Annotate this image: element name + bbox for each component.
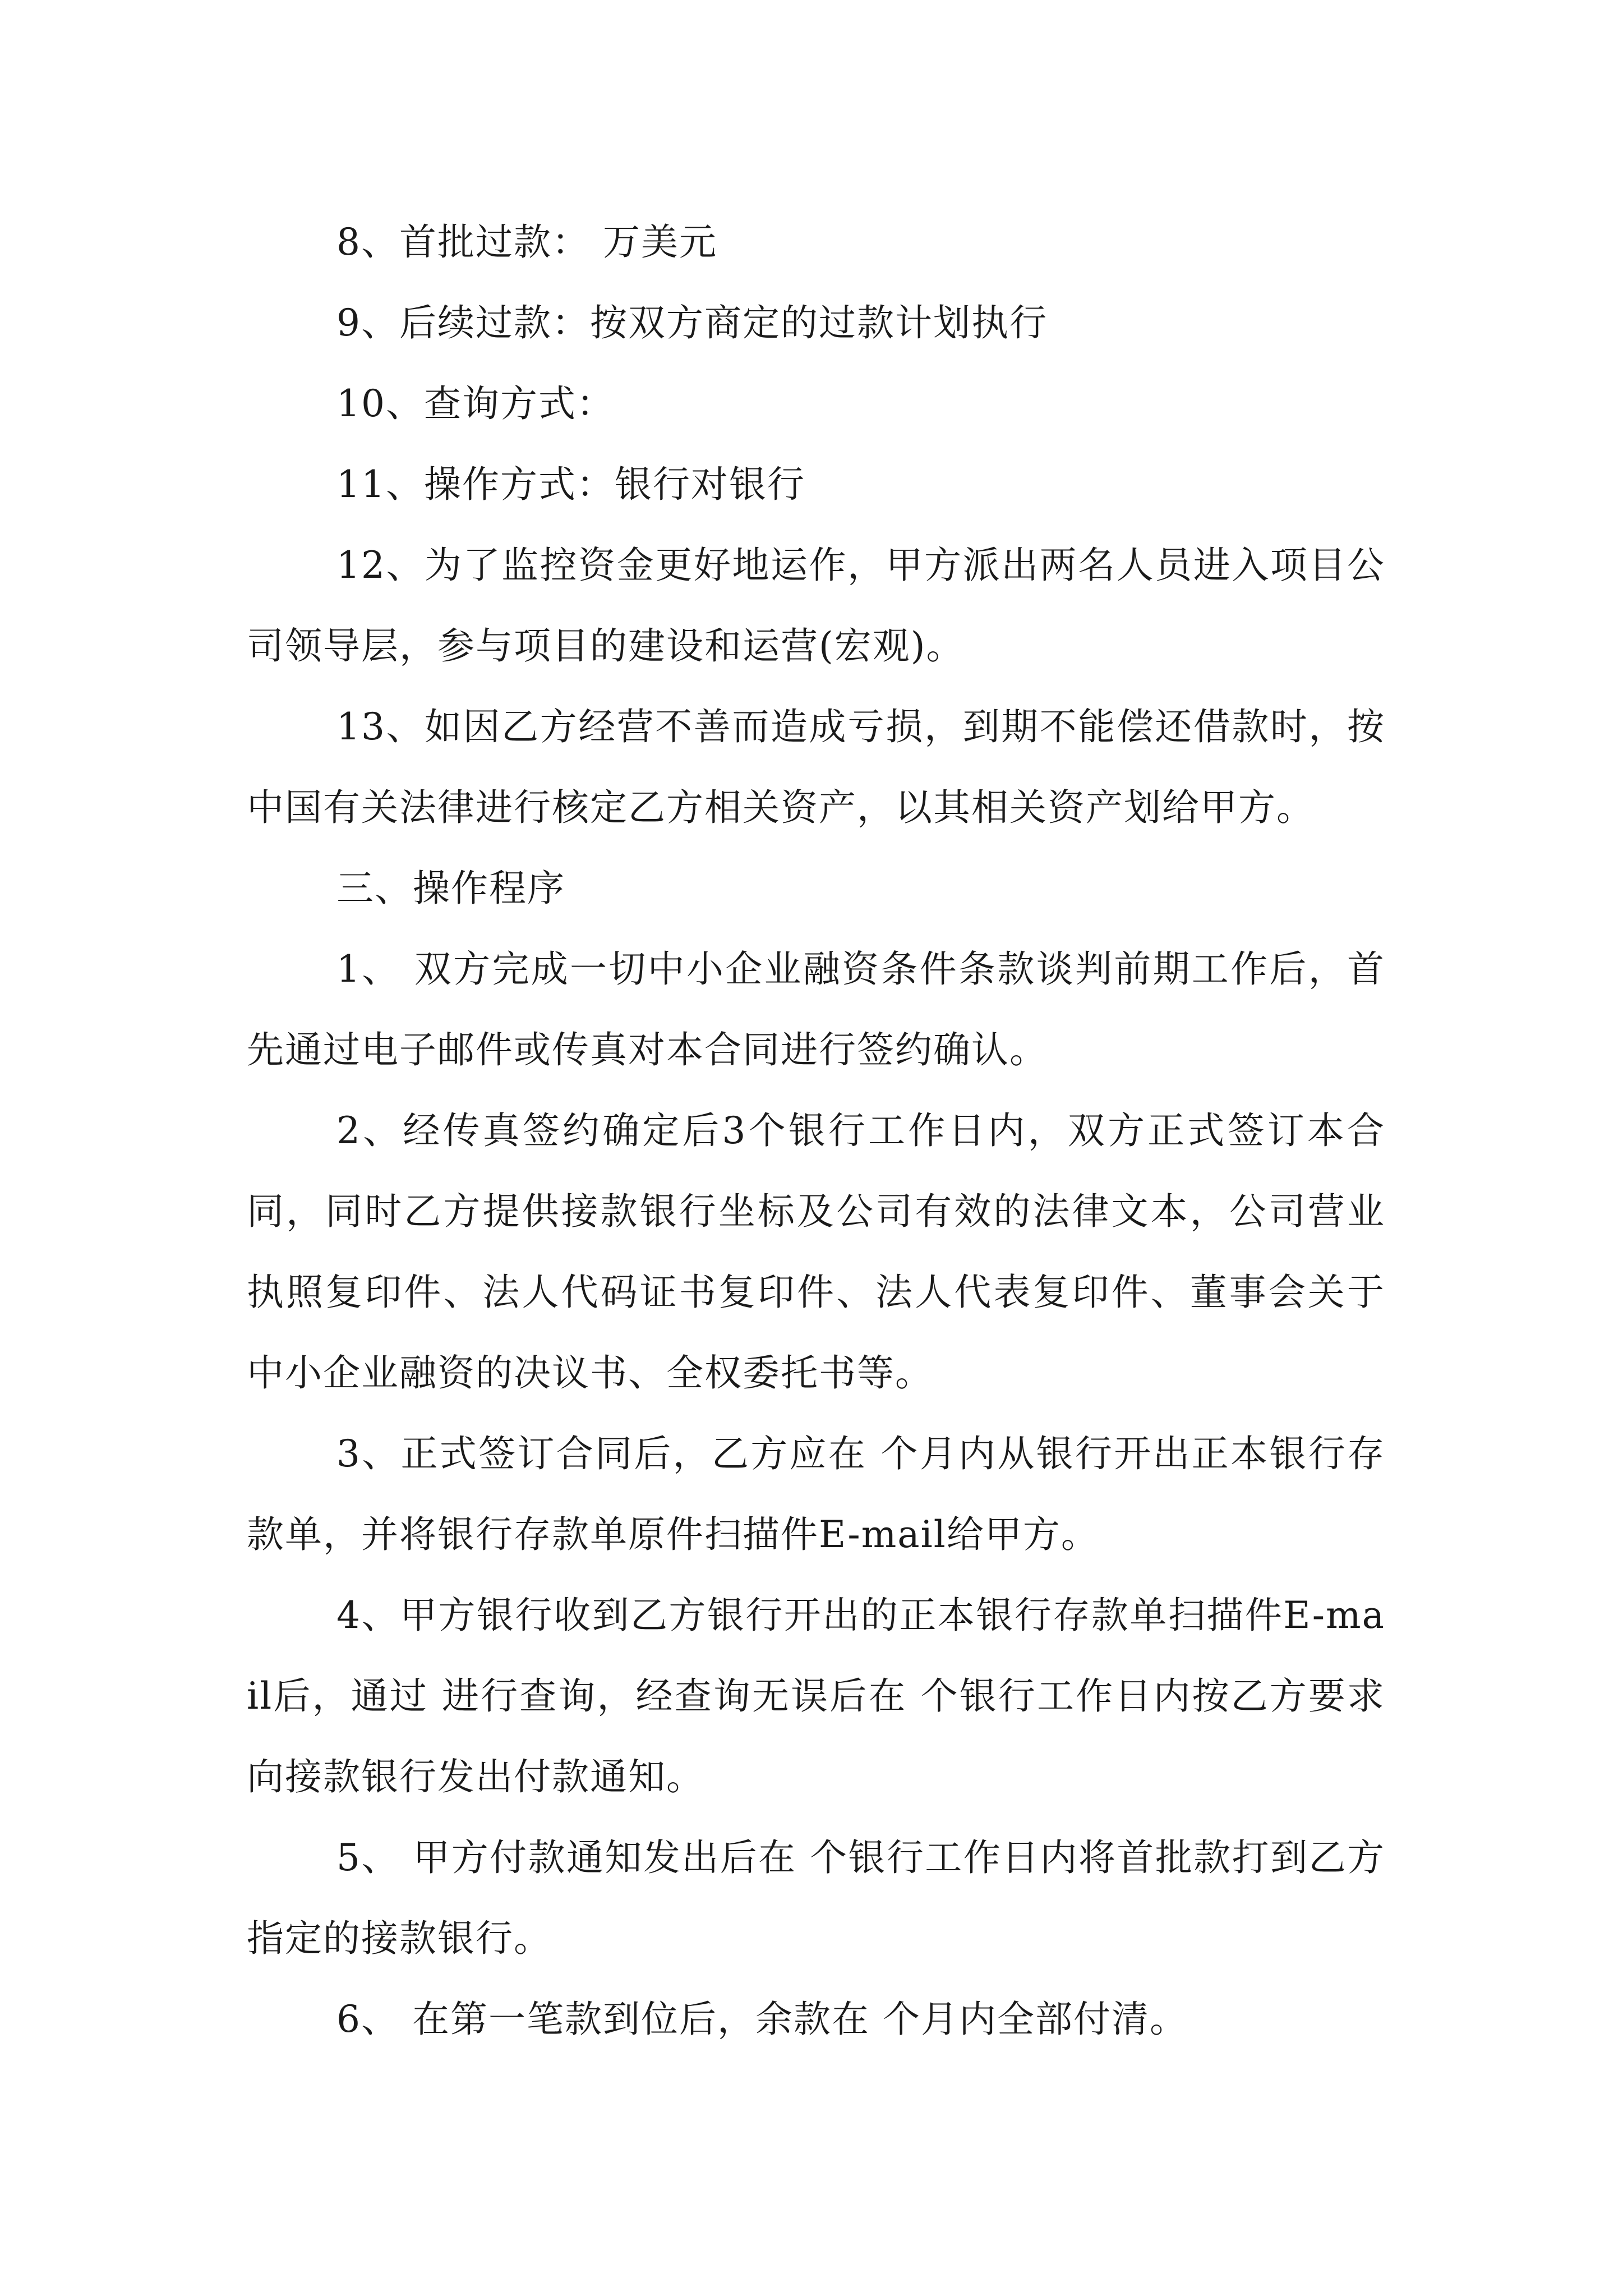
- clause-11-operation-method: 11、操作方式：银行对银行: [336, 463, 805, 506]
- document-body: [247, 202, 1385, 2060]
- clause-12-fund-monitoring: 12、为了监控资金更好地运作，甲方派出两名人员进入项目公司领导层，参与项目的建设和运营(宏观)。: [247, 544, 1385, 668]
- section-heading-operation-procedure: 三、操作程序: [336, 867, 565, 910]
- procedure-step-6: 6、 在第一笔款到位后，余款在 个月内全部付清。: [336, 1998, 1188, 2041]
- clause-8-first-payment: 8、首批过款： 万美元: [336, 220, 717, 264]
- procedure-step-4: 4、甲方银行收到乙方银行开出的正本银行存款单扫描件E-mail后，通过 进行查询，经查询无误后在 个银行工作日内按乙方要求向接款银行发出付款通知。: [247, 1594, 1385, 1798]
- procedure-step-1: 1、 双方完成一切中小企业融资条件条款谈判前期工作后，首先通过电子邮件或传真对本合同进行签约确认。: [247, 947, 1385, 1071]
- clause-9-follow-up-payment: 9、后续过款：按双方商定的过款计划执行: [336, 301, 1048, 344]
- clause-13-loss-handling: 13、如因乙方经营不善而造成亏损，到期不能偿还借款时，按中国有关法律进行核定乙方相关资产，以其相关资产划给甲方。: [247, 705, 1385, 829]
- procedure-step-2: 2、经传真签约确定后3个银行工作日内，双方正式签订本合同，同时乙方提供接款银行坐标及公司有效的法律文本，公司营业执照复印件、法人代码证书复印件、法人代表复印件、董事会关于中小企业融资的决议书、全权委托书等。: [247, 1109, 1385, 1395]
- procedure-step-5: 5、 甲方付款通知发出后在 个银行工作日内将首批款打到乙方指定的接款银行。: [247, 1836, 1385, 1960]
- clause-10-inquiry-method: 10、查询方式：: [336, 382, 615, 425]
- procedure-step-3: 3、正式签订合同后，乙方应在 个月内从银行开出正本银行存款单，并将银行存款单原件扫描件E-mail给甲方。: [247, 1432, 1385, 1556]
